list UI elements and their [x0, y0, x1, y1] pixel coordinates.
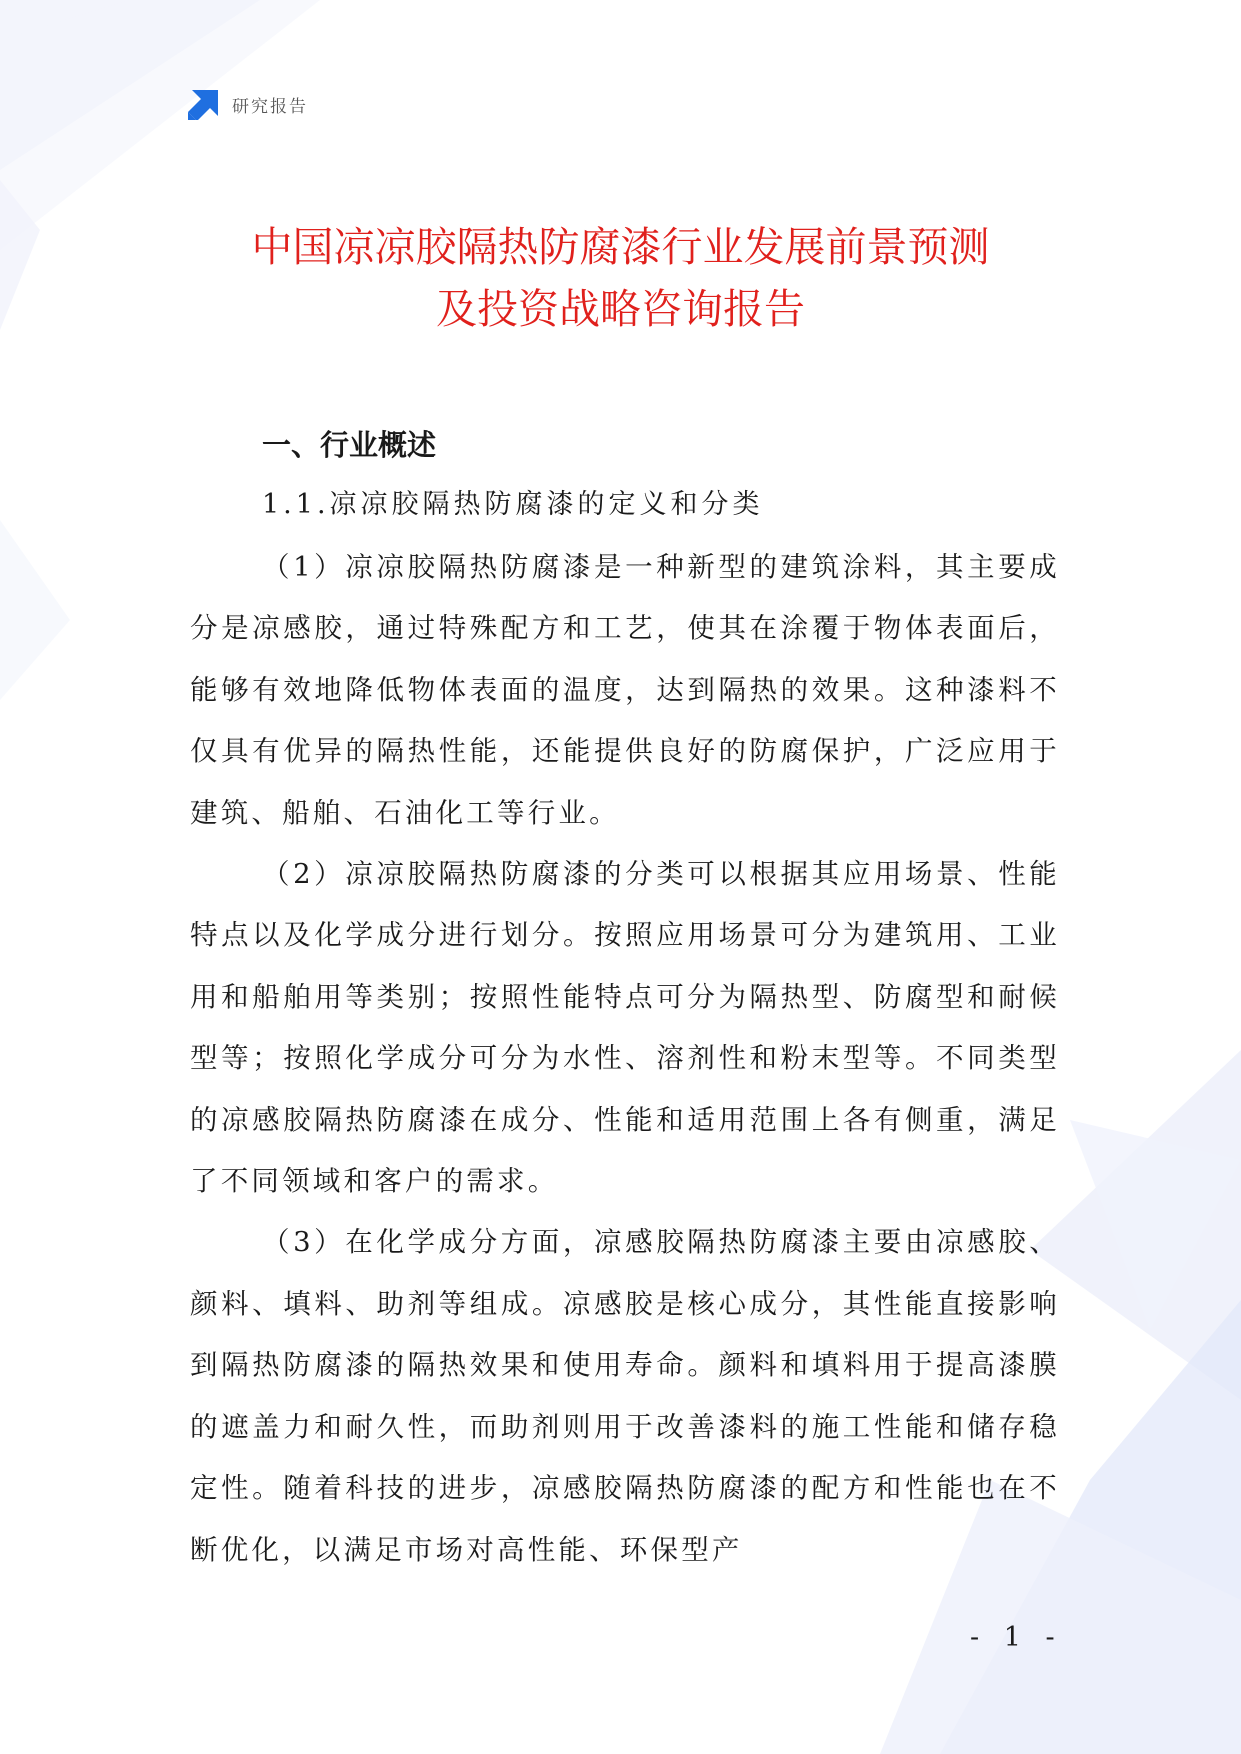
paragraph-1: （1）凉凉胶隔热防腐漆是一种新型的建筑涂料，其主要成分是凉感胶，通过特殊配方和工艺，使其在涂覆于物体表面后，能够有效地降低物体表面的温度，达到隔热的效果。这种漆料不仅具有优异的隔热性能，还能提供良好的防腐保护，广泛应用于建筑、船舶、石油化工等行业。 [190, 551, 1060, 829]
document-body [190, 415, 1060, 1581]
section-heading: 一、行业概述 [262, 428, 437, 462]
title-line-1: 中国凉凉胶隔热防腐漆行业发展前景预测 [251, 223, 990, 271]
paragraph-3: （3）在化学成分方面，凉感胶隔热防腐漆主要由凉感胶、颜料、填料、助剂等组成。凉感胶是核心成分，其性能直接影响到隔热防腐漆的隔热效果和使用寿命。颜料和填料用于提高漆膜的遮盖力和耐久性，而助剂则用于改善漆料的施工性能和储存稳定性。随着科技的进步，凉感胶隔热防腐漆的配方和性能也在不断优化，以满足市场对高性能、环保型产 [190, 1226, 1060, 1566]
section-subheading: 1.1.凉凉胶隔热防腐漆的定义和分类 [262, 489, 764, 520]
arrow-up-right-icon [188, 88, 220, 120]
title-line-2: 及投资战略咨询报告 [436, 285, 805, 333]
document-header [188, 88, 308, 120]
page-number: - 1 - [970, 1622, 1063, 1653]
document-title [0, 216, 1241, 340]
header-label: 研究报告 [232, 96, 308, 117]
paragraph-2: （2）凉凉胶隔热防腐漆的分类可以根据其应用场景、性能特点以及化学成分进行划分。按照应用场景可分为建筑用、工业用和船舶用等类别；按照性能特点可分为隔热型、防腐型和耐候型等；按照化学成分可分为水性、溶剂性和粉末型等。不同类型的凉感胶隔热防腐漆在成分、性能和适用范围上各有侧重，满足了不同领域和客户的需求。 [190, 858, 1060, 1198]
